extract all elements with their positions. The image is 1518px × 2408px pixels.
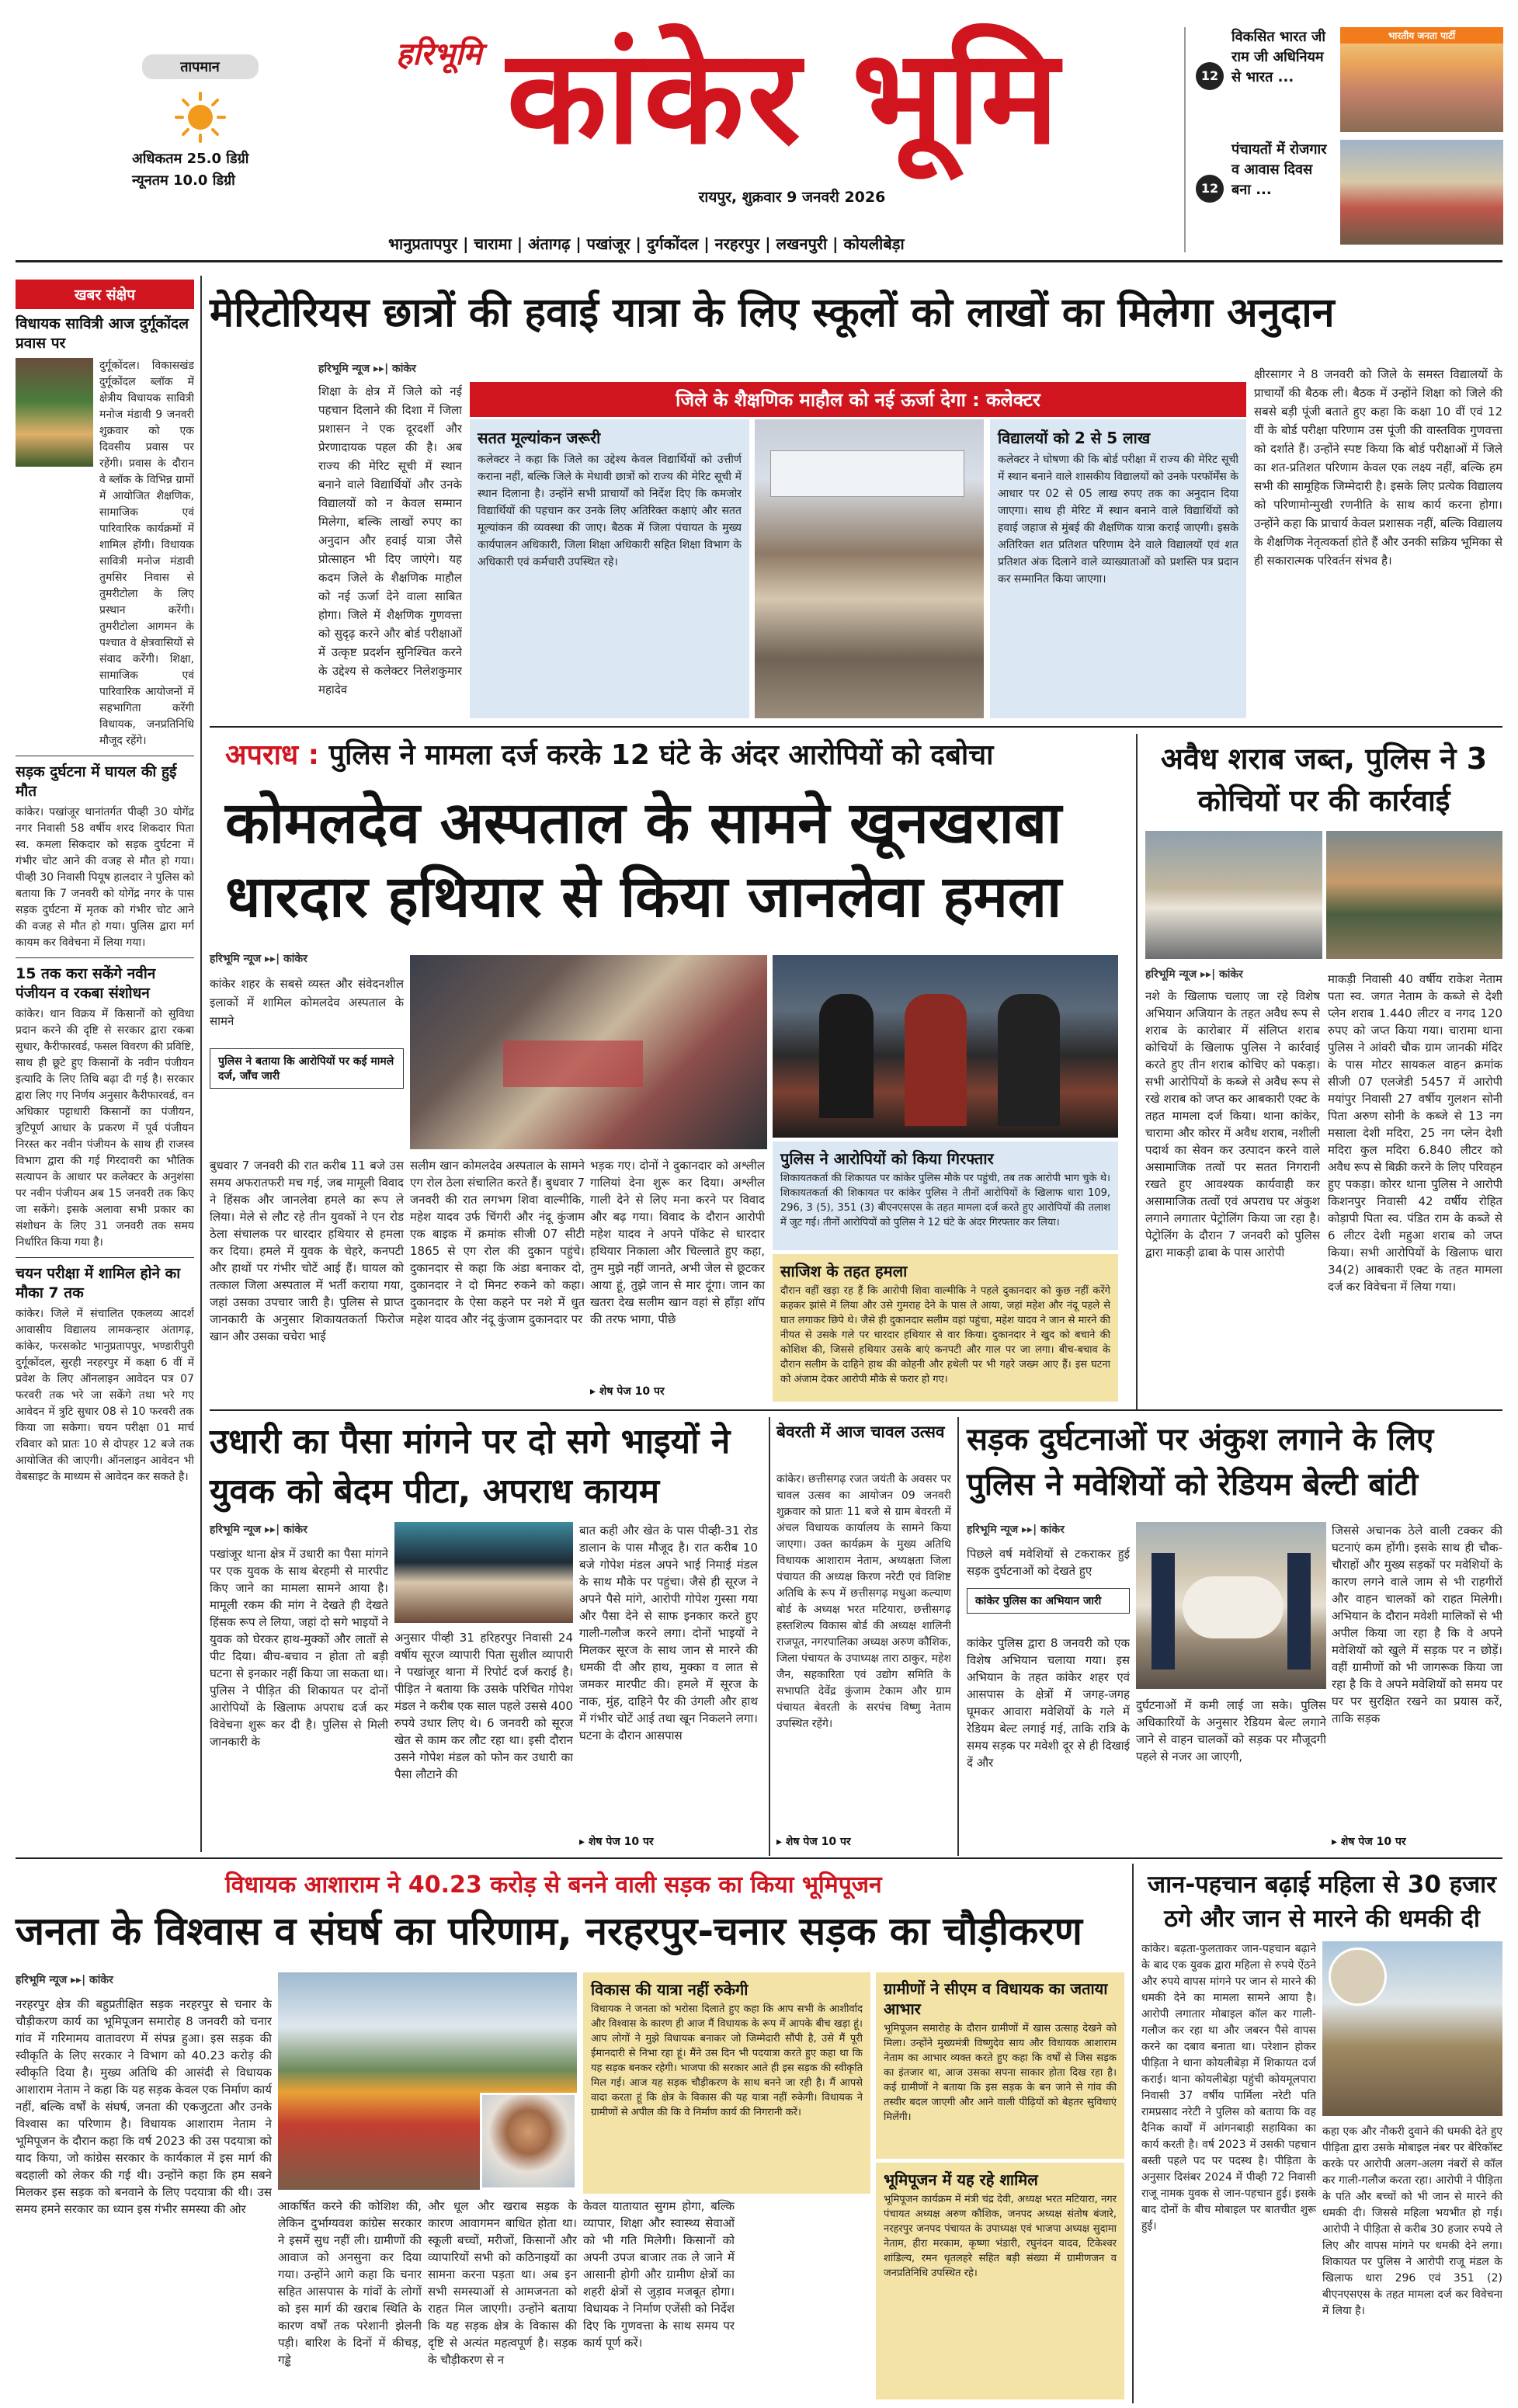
khabar-item-4-title: चयन परीक्षा में शामिल होने का मौका 7 तक [16, 1265, 181, 1301]
brand-small: हरिभूमि [396, 36, 482, 72]
road-box-3-body: भूमिपूजन कार्यक्रम में मंत्री चंद्र देवी, अध्यक्ष भरत मटियारा, नगर पंचायत अध्यक्ष अरुण कौशिक, जनपद अध्यक्ष संतोष बंजारे, नरहरपुर जनपद पंचायत के उपाध्यक्ष एवं भाजपा अध्यक्ष सुदामा नेताम, हीरा मरकाम, कृष्णा भंडारी, रघुनंदन यादव, टिकेश्वर शांडिल्य, रमन धृतलहरे सहित बड़ी संख्या में ग्रामीणजन व जनप्रतिनिधि उपस्थित रहे। [884, 2194, 1117, 2279]
radium-intro: पिछले वर्ष मवेशियों से टकराकर हुई सड़क दुर्घटनाओं को देखते हुए [967, 1547, 1130, 1578]
lead-headline: मेरिटोरियस छात्रों की हवाई यात्रा के लिए स्कूलों को लाखों का मिलेगा अनुदान [210, 290, 1335, 336]
road-headline: जनता के विश्वास व संघर्ष का परिणाम, नरहरपुर-चनार सड़क का चौड़ीकरण [16, 1909, 1082, 1954]
temp-max: अधिकतम 25.0 डिग्री [132, 151, 249, 167]
khabar-item-2-title: सड़क दुर्घटना में घायल की हुई मौत [16, 763, 177, 800]
khabar-column [16, 314, 194, 1852]
loan-headline: उधारी का पैसा मांगने पर दो सगे भाइयों ने युवक को बेदम पीटा, अपराध कायम [210, 1422, 731, 1511]
road-box-1-title: विकास की यात्रा नहीं रुकेगी [591, 1980, 749, 1999]
lead-banner: जिले के शैक्षणिक माहौल को नई ऊर्जा देगा : कलेक्टर [470, 382, 1246, 417]
road-box-3 [876, 2163, 1124, 2399]
region-bar: भानुप्रतापपुर | चारामा | अंतागढ़ | पखांजूर | दुर्गकोंदल | नरहरपुर | लखनपुरी | कोयलीबेड़ा [388, 235, 905, 253]
teaser-1-photo-caption: भारतीय जनता पार्टी [1340, 27, 1503, 43]
road-box-3-title: भूमिपूजन में यह रहे शामिल [884, 2170, 1038, 2189]
road-body-1: नरहरपुर क्षेत्र की बहुप्रतीक्षित सड़क नरहरपुर से चनार के चौड़ीकरण कार्य का भूमिपूजन समारोह 8 जनवरी को चनार गांव में गरिमामय वातावरण में संपन्न हुआ। इस सड़क की स्वीकृति के लिए सरकार ने विभाग को 40.23 करोड़ की स्वीकृति दिया है। मुख्य अतिथि की आसंदी से विधायक आशाराम नेताम ने कहा कि यह सड़क केवल एक निर्माण कार्य नहीं, बल्कि वर्षों के संघर्ष, जनता की एकजुटता और उनके विश्वास का परिणाम है। विधायक आशाराम नेताम ने भूमिपूजन के दौरान कहा कि वर्ष 2023 की उस पदयात्रा को याद किया, जो कांग्रेस सरकार के कार्यकाल में इस मार्ग की बदहाली को लेकर की गई थी। उन्होंने कहा कि हम सबने मिलकर इस सड़क को बनवाने के लिए पदयात्रा की थी। उस समय हमने सरकार का ध्यान इस गंभीर समस्या की ओर [16, 1997, 272, 2216]
khabar-item-3-body: कांकेर। धान विक्रय में किसानों को सुविधा प्रदान करने की दृष्टि से सरकार द्वारा रकबा सुधार, कैरीफारवर्ड, फसल विवरण की प्रविष्टि, साथ ही छूटे हुए किसानों के नवीन पंजीयन इत्यादि के लिए तिथि बढ़ा दी गई है। सरकार द्वारा लिए गए निर्णय अनुसार कैरीफारवर्ड, वन अधिकार पट्टाधारी किसानों का पंजीयन, त्रुटिपूर्ण आधार के प्रकरण में पूर्व पंजीयन निरस्त कर नवीन पंजीयन के साथ ही राजस्व विभाग द्वारा की गई गिरदावरी का भौतिक सत्यापन के आधार पर कलेक्टर के अनुशंसा पर नवीन पंजीयन अब 15 जनवरी तक किए जा सकेंगे। इसके अलावा सभी प्रकार का संशोधन के लिए 31 जनवरी तक समय निर्धारित किया गया है। [16, 1008, 194, 1249]
liquor-photo-1 [1145, 831, 1322, 959]
road-body-3: और धूल और खराब सड़क के कारण आवागमन बाधित होता था। स्कूली बच्चों, मरीजों, किसानों और व्यापारियों सभी को कठिनाइयों का सामना करना पड़ता था। अब इन सभी समस्याओं से आमजनता को राहत मिल जाएगी। उन्होंने बताया कि यह सड़क क्षेत्र के विकास की दृष्टि से अत्यंत महत्वपूर्ण है। सड़क के चौड़ीकरण से न [428, 2199, 577, 2367]
lead-box-1-title: सतत मूल्यांकन जरूरी [478, 429, 601, 447]
crime-kicker-label: अपराध : [225, 739, 320, 771]
loan-body-3-cont[interactable]: ▸ शेष पेज 10 पर [579, 1836, 654, 1848]
road-kicker: विधायक आशाराम ने 40.23 करोड़ से बनने वाली सड़क का किया भूमिपूजन [225, 1871, 882, 1899]
plot-title: साजिश के तहत हमला [780, 1262, 908, 1280]
crime-headline-1: कोमलदेव अस्पताल के सामने खूनखराबा [225, 790, 1062, 857]
road-body-2: आकर्षित करने की कोशिश की, लेकिन दुर्भाग्यवश कांग्रेस सरकार ने इसमें सुध नहीं ली। ग्रामीणों की आवाज को अनसुना कर दिया गया। उन्होंने आगे कहा कि चनार सहित आसपास के गांवों के लोगों को इस मार्ग की खराब स्थिति के कारण वर्षों तक परेशानी झेलनी पड़ी। बारिश के दिनों में कीचड़, गड्ढे [278, 2199, 422, 2367]
radium-body-2: दुर्घटनाओं में कमी लाई जा सके। पुलिस अधिकारियों के अनुसार रेडियम बेल्ट लगाने जाने से वाहन चालकों को सड़क पर मौजूदगी पहले से नजर आ जाएगी, [1136, 1698, 1326, 1763]
masthead-title: कांकेर भूमि [506, 21, 1062, 173]
teaser-2-photo [1340, 140, 1503, 245]
teaser-2[interactable] [1196, 140, 1506, 248]
crime-body-2: सलीम खान कोमलदेव अस्पताल के सामने एग रोल ठेला संचालित करते हैं। बुधवार 7 जनवरी की रात लगभग शिवा वाल्मीकि, महेश यादव उर्फ चिंगरी और नंदू कुंजाम एक बाइक में क्रमांक सीजी 07 सीटी 1865 से एग रोल की दुकान पहुंचे। दुकानदार से कहा कि अंडा बनाकर दो, दुकानदार ने दो मिनट रुकने को कहा। दुकानदार के ऐसा कहने पर नशे में धुत महेश यादव और नंदू कुंजाम दुकानदार पर [410, 1159, 585, 1326]
beverti-body: कांकेर। छत्तीसगढ़ रजत जयंती के अवसर पर चावल उत्सव का आयोजन 09 जनवरी शुक्रवार को प्रातः 11 बजे से ग्राम बेवरती में अंचल विधायक कार्यालय के सामने किया जाएगा। उक्त कार्यक्रम के मुख्य अतिथि विधायक आशाराम नेताम, अध्यक्षता जिला पंचायत की अध्यक्ष किरण नरेटी एवं विशिष्ट अतिथि के रूप में छत्तीसगढ़ मधुआ कल्याण बोर्ड के अध्यक्ष भरत मटियारा, छत्तीसगढ़ हस्तशिल्प विकास बोर्ड की अध्यक्ष शालिनी राजपूत, नगरपालिका अध्यक्ष अरुण कौशिक, जिला पंचायत के उपाध्यक्ष तारा ठाकुर, महेश जैन, सहकारिता एवं उद्योग समिति के सभापति देवेंद्र कुंजाम टेकाम और ग्राम पंचायत बेवरती के सरपंच विष्णु नेताम उपस्थित रहेंगे। [776, 1473, 951, 1730]
teaser-2-text: पंचायतों में रोजगार व आवास दिवस बना ... [1231, 141, 1327, 198]
lead-photo-meeting [755, 419, 984, 718]
mla-portrait [16, 358, 93, 467]
khabar-item-2-body: कांकेर। पखांजूर थानांतर्गत पीव्ही 30 योगेंद्र नगर निवासी 58 वर्षीय शरद शिकदार पिता स्व. कमला सिकदार को सड़क दुर्घटना में गंभीर चोट आने की वजह से मौत हो गया। पीव्ही 30 निवासी पियूष हालदार ने पुलिस को बताया कि 7 जनवरी को योगेंद्र नगर के पास सड़क दुर्घटना में मृतक को गंभीर चोट आने की वजह से मौत हो गया। पुलिस द्वारा मर्ग कायम कर विवेचना में लिया गया। [16, 806, 194, 949]
loan-byline: हरिभूमि न्यूज ▸▸| कांकेर [210, 1524, 307, 1536]
liquor-body-2: माकड़ी निवासी 40 वर्षीय राकेश नेताम पता स्व. जगत नेताम के कब्जे से देशी प्लेन शराब 1.440 लीटर व नगद 120 रुपए को जप्त किया गया। चारामा थाना पुलिस ने आंवरी चौक ग्राम जानकी मंदिर के पास मोटर सायकल वाहन क्रमांक सीजी 07 एलजेडी 5457 में आरोपी मयांपुर निवासी 27 वर्षीय गुलशन सोनी पिता अरुण सोनी के कब्जे से 13 नग मसाला देशी मदिरा, 25 नग प्लेन देशी मदिरा कुल मदिरा 6.840 लीटर को अवैध रूप से बिक्री करने के लिए परिवहन हुए पकड़ा। कोरर थाना पुलिस ने आरोपी किशनपुर निवासी 42 वर्षीय रोहित कोड़ापी पिता स्व. पंडित राम के कब्जे से 6 लीटर देशी महुआ शराब को जप्त किया। सभी आरोपियों के खिलाफ धारा 34(2) आबकारी एक्ट के तहत मामला दर्ज कर विवेचना में लिया गया। [1328, 972, 1502, 1294]
radium-headline: सड़क दुर्घटनाओं पर अंकुश लगाने के लिए पुलिस ने मवेशियों को रेडियम बेल्टी बांटी [967, 1422, 1434, 1503]
loan-photo-victim [394, 1522, 573, 1623]
crime-photo-hospital [410, 955, 767, 1149]
loan-body-2: अनुसार पीव्ही 31 हरिहरपुर निवासी 24 वर्षीय सूरज व्यापारी पिता सुशील व्यापारी ने पखांजूर थाना में रिपोर्ट दर्ज कराई है। पीड़ित ने बताया कि उसके परिचित गोपेश मंडल ने करीब एक साल पहले उससे 400 रुपये उधार लिए थे। 6 जनवरी को सूरज खेत से काम कर लौट रहा था। इसी दौरान उसने गोपेश मंडल को फोन कर उधारी का पैसा लौटाने की [394, 1631, 573, 1781]
road-box-2-body: भूमिपूजन समारोह के दौरान ग्रामीणों में खास उत्साह देखने को मिला। उन्होंने मुख्यमंत्री विष्णुदेव साय और विधायक आशाराम नेताम का आभार व्यक्त करते हुए कहा कि वर्षों से जिस सड़क का इंतजार था, आज उसका सपना साकार होता दिख रहा है। कई ग्रामीणों ने बताया कि इस सड़क के बन जाने से गांव की तस्वीर बदल जाएगी और आने वाली पीढ़ियों को बेहतर सुविधाएं मिलेंगी। [884, 2023, 1117, 2123]
crime-body-3: भड़क गए। दोनों ने दुकानदार को अश्लील गालियां देना शुरू कर दिया। अश्लील गाली देने से लिए मना करने पर विवाद और बढ़ गया। विवाद के दौरान आरोपी महेश यादव ने अपने पॉकेट से धारदार हथियार निकाला और चिल्लाते हुए कहा, तुम मुझे नहीं जानते, अभी जेल से छूटकर आया हूं, तुझे जान से मार दूंगा। जान का खतरा देख सलीम खान वहां से हाँड़ा शॉप की तरफ भागा, पीछे [590, 1159, 765, 1326]
liquor-headline: अवैध शराब जब्त, पुलिस ने 3 कोचियों पर की कार्रवाई [1160, 742, 1488, 818]
crime-points: पुलिस ने बताया कि आरोपियों पर कई मामले दर्ज, जाँच जारी [210, 1048, 404, 1089]
radium-body-3-cont[interactable]: ▸ शेष पेज 10 पर [1332, 1836, 1406, 1848]
road-box-1 [583, 1972, 870, 2194]
radium-points: कांकेर पुलिस का अभियान जारी [967, 1588, 1130, 1614]
sun-icon [173, 90, 228, 144]
dateline: रायपुर, शुक्रवार 9 जनवरी 2026 [698, 189, 886, 206]
teaser-1-text: विकसित भारत जी राम जी अधिनियम से भारत ... [1231, 29, 1326, 85]
beverti-title: बेवरती में आज चावल उत्सव [776, 1423, 945, 1441]
road-photo-mla [480, 2093, 577, 2190]
teaser-1[interactable] [1196, 27, 1506, 136]
liquor-photo-2 [1326, 831, 1502, 959]
fraud-body-2: कहा एक और नौकरी दुवाने की धमकी देते हुए पीड़िता द्वारा उसके मोबाइल नंबर पर बेरिकॉस्ट करके पर आरोपी अलग-अलग नंबरों से कॉल कर गाली-गलौज करता रहा। आरोपी ने पीड़िता के पति और बच्चों को भी जान से मारने की धमकी दी। जिससे महिला भयभीत हो गई। आरोपी ने पीड़िता से करीब 30 हजार रुपये ले लिए और वापस मांगने पर धमकी देने लगा। शिकायत पर पुलिस ने आरोपी राजू मंडल के खिलाफ धारा 296 एवं 351 (2) बीएनएसएस के तहत मामला दर्ज कर विवेचना में लिया है। [1322, 2125, 1502, 2317]
khabar-item-4-body: कांकेर। जिले में संचालित एकलव्य आदर्श आवासीय विद्यालय लामकन्हार अंतागढ़, कांकेर, फरसकोट भानुप्रतापपुर, भण्डारीपुरी दुर्गूकोंदल, सुरही नरहरपुर में कक्षा 6 वीं में प्रवेश के लिए ऑनलाइन आवेदन पत्र 07 फरवरी तक भरे जा सकेंगे तथा भरे गए आवेदन में त्रुटि सुधार 08 से 10 फरवरी तक किया जा सकेगा। चयन परीक्षा 01 मार्च रविवार को प्रातः 10 से दोपहर 12 बजे तक आयोजित की जाएगी। ऑनलाइन आवेदन भी वेबसाइट के माध्यम से आवेदन कर सकते है। [16, 1308, 194, 1483]
khabar-item-3-title: 15 तक करा सकेंगे नवीन पंजीयन व रकबा संशोधन [16, 965, 156, 1002]
radium-body-1: कांकेर पुलिस द्वारा 8 जनवरी को एक विशेष अभियान चलाया गया। इस अभियान के तहत कांकेर शहर एवं आसपास के क्षेत्रों में जगह-जगह घूमकर आवारा मवेशियों के गले में रेडियम बेल्ट लगाई गई, ताकि रात्रि के समय सड़क पर मवेशी दूर से ही दिखाई दें और [967, 1636, 1130, 1770]
road-body-4: केवल यातायात सुगम होगा, बल्कि व्यापार, शिक्षा और स्वास्थ्य सेवाओं को भी गति मिलेगी। किसानों को अपनी उपज बाजार तक ले जाने में आसानी होगी और ग्रामीण क्षेत्रों का शहरी क्षेत्रों से जुड़ाव मजबूत होगा। विधायक ने निर्माण एजेंसी को निर्देश दिए कि गुणवत्ता के साथ समय पर कार्य पूर्ण करें। [583, 2199, 735, 2350]
liquor-body-1: नशे के खिलाफ चलाए जा रहे विशेष अभियान अजियान के तहत अवैध रूप से शराब के कारोबार में संलिप्त शराब कोचियों के खिलाफ पुलिस ने कार्रवाई करते हुए तीन शराब कोचिए को पकड़ा। सभी आरोपियों के कब्जे से अवैध रूप से रखे शराब को जप्त कर आबकारी एक्ट के तहत मामला दर्ज किया। थाना कांकेर, चारामा और कोरर में अवैध शराब, नशीली पदार्थ का सेवन कर उत्पादन करने वाले असामाजिक तत्वों पर सतत निगरानी रखते हुए आवश्यक कार्यवाही कर असामाजिक तत्वों एवं अपराध पर अंकुश लगाने लगातार पेट्रोलिंग किया जा रहा है। पेट्रोलिंग के दौरान 7 जनवरी को पुलिस द्वारा माकड़ी ढाबा के पास आरोपी [1145, 989, 1320, 1260]
khabar-item-1-title: विधायक सावित्री आज दुर्गूकोंदल प्रवास पर [16, 315, 189, 352]
road-box-2-title: ग्रामीणों ने सीएम व विधायक का जताया आभार [884, 1979, 1108, 2018]
crime-intro: कांकेर शहर के सबसे व्यस्त और संवेदनशील इलाकों में शामिल कोमलदेव अस्पताल के सामने [210, 977, 404, 1028]
teaser-2-page: 12 [1196, 175, 1224, 203]
lead-box-2-title: विद्यालयों को 2 से 5 लाख [998, 429, 1151, 447]
crime-body-3-cont[interactable]: ▸ शेष पेज 10 पर [590, 1385, 665, 1398]
khabar-item-1-body: दुर्गूकोंदल। विकासखंड दुर्गूकोंदल ब्लॉक में क्षेत्रीय विधायक सावित्री मनोज मंडावी 9 जनवरी शुक्रवार को एक दिवसीय प्रवास पर रहेंगी। प्रवास के दौरान वे ब्लॉक के विभिन्न ग्रामों में आयोजित शैक्षणिक, सामाजिक एवं पारिवारिक कार्यक्रमों में शामिल होंगी। विधायक सावित्री मनोज मंडावी तुमसिर निवास से तुमरीटोला के लिए प्रस्थान करेंगी। तुमरीटोला आगमन के पश्चात वे क्षेत्रवासियों से संवाद करेंगी। शिक्षा, सामाजिक एवं पारिवारिक आयोजनों में सहभागिता करेंगी विधायक, जनप्रतिनिधि मौजूद रहेंगे। [99, 360, 194, 747]
crime-kicker: पुलिस ने मामला दर्ज करके 12 घंटे के अंदर आरोपियों को दबोचा [328, 739, 994, 771]
plot-box [773, 1254, 1118, 1402]
crime-byline: हरिभूमि न्यूज ▸▸| कांकेर [210, 953, 307, 965]
loan-body-1: पखांजूर थाना क्षेत्र में उधारी का पैसा मांगने पर एक युवक के साथ बेरहमी से मारपीट किए जाने का मामला सामने आया है। मामूली रकम की मांग ने देखते ही देखते हिंसक रूप ले लिया, जहां दो सगे भाइयों ने युवक को घेरकर हाथ-मुक्कों और लातों से पीट दिया। बीच-बचाव न होता तो बड़ी घटना से इनकार नहीं किया जा सकता था। पुलिस ने पीड़ित की शिकायत पर दोनों आरोपियों के खिलाफ अपराध दर्ज कर विवेचना शुरू कर दी है। पुलिस से मिली जानकारी के [210, 1547, 388, 1749]
khabar-label: खबर संक्षेप [16, 280, 194, 309]
plot-body: दौरान वहीं खड़ा रह हैं कि आरोपी शिवा वाल्मीकि ने पहले दुकानदार को कुछ नहीं करेंगे कहकर झांसे में लिया और उसे गुमराह देने के पास ले आया, जहां महेश और नंदू पहले से घात लगाकर छिपे थे। जैसे ही दुकानदार सलीम वहां पहुंचा, महेश यादव ने जान से मारने की नीयत से उसके गले पर धारदार हथियार से वार किया। दुकानदार ने खुद को बचाने की कोशिश की, जिससे हथियार उसके बाएं कनपटी और गाल पर जा लगा। बीच-बचाव के दौरान सलीम के दाहिने हाथ की कोहनी और हथेली पर भी गहरे जख्म आए हैं। इस घटना को अंजाम देकर आरोपी मौके से फरार हो गए। [780, 1285, 1110, 1385]
lead-body-left: शिक्षा के क्षेत्र में जिले को नई पहचान दिलाने की दिशा में जिला प्रशासन ने एक दूरदर्शी और प्रेरणादायक पहल की है। अब राज्य की मेरिट सूची में स्थान बनाने वाले विद्यार्थियों और उनके विद्यालयों को न केवल सम्मान मिलेगा, बल्कि लाखों रुपए का अनुदान और हवाई यात्रा जैसे प्रोत्साहन भी दिए जाएंगे। यह कदम जिले के शैक्षणिक माहौल को नई ऊर्जा देने वाला साबित होगा। जिले में शैक्षणिक गुणवत्ता को सुदृढ़ करने और बोर्ड परीक्षाओं में उत्कृष्ट प्रदर्शन सुनिश्चित करने के उद्देश्य से कलेक्टर निलेशकुमार महादेव [318, 384, 462, 697]
crime-photo-accused [773, 955, 1118, 1138]
radium-photo-cattle [1136, 1522, 1326, 1689]
lead-box-1-body: कलेक्टर ने कहा कि जिले का उद्देश्य केवल विद्यार्थियों को उत्तीर्ण कराना नहीं, बल्कि जिले के मेधावी छात्रों को राज्य की मेरिट सूची में स्थान दिलाना है। उन्होंने सभी प्राचार्यों को निर्देश दिए कि कमजोर विद्यार्थियों की पहचान कर उनके लिए अतिरिक्त कक्षाएं और सतत मूल्यांकन की व्यवस्था की जाए। बैठक में जिला पंचायत के मुख्य कार्यपालन अधिकारी, जिला शिक्षा अधिकारी सहित शिक्षा विभाग के अधिकारी एवं कर्मचारी उपस्थित रहे। [478, 453, 742, 568]
road-box-1-body: विधायक ने जनता को भरोसा दिलाते हुए कहा कि आप सभी के आशीर्वाद और विश्वास के कारण ही आज मैं विधायक के रूप में आपके बीच खड़ा हूं। आप लोगों ने मुझे विधायक बनाकर जो जिम्मेदारी सौंपी है, उसे मैं पूरी ईमानदारी से निभा रहा हूं। मैंने उस दिन भी पदयात्रा करते हुए कहा था कि यह सड़क बनकर रहेगी। भाजपा की सरकार आते ही इस सड़क की स्वीकृति मिल गई। आज यह सड़क चौड़ीकरण के साथ बनने जा रही है। मैं आपसे वादा करता हूं कि क्षेत्र के विकास की यह यात्रा नहीं रुकेगी। विधायक ने ग्रामीणों से अपील की कि वे निर्माण कार्य की निगरानी करें। [591, 2003, 863, 2118]
lead-box-1 [470, 419, 749, 718]
teaser-1-photo [1340, 27, 1503, 132]
crime-body-1: बुधवार 7 जनवरी की रात करीब 11 बजे उस समय अफरातफरी मच गई, जब मामूली विवाद ने हिंसक और जानलेवा हमले का रूप ले लिया। मेले से लौट रहे तीन युवकों ने एन रोड ठेला संचालक पर धारदार हथियार से हमला कर दिया। हमले में युवक के चेहरे, कनपटी और हाथों पर गंभीर चोटें आई हैं। घायल को तत्काल जिला अस्पताल में भर्ती कराया गया, जहां उसका उपचार जारी है। पुलिस से प्राप्त जानकारी के अनुसार शिकायतकर्ता फिरोज खान और उसका चचेरा भाई [210, 1159, 404, 1343]
teaser-1-page: 12 [1196, 62, 1224, 90]
fraud-photo [1322, 1941, 1502, 2116]
loan-body-3: बात कही और खेत के पास पीव्ही-31 रोड डालान के पास मौजूद है। रात करीब 10 बजे गोपेश मंडल अपने भाई निमाई मंडल के साथ मौके पर पहुंचा। जैसे ही सूरज ने अपने पैसे मांगे, आरोपी गोपेश गुस्सा गया और पैसा देने से साफ इनकार करते हुए गाली-गलौज करने लगा। दोनों भाइयों ने मिलकर सूरज के साथ जान से मारने की धमकी दी और हाथ, मुक्का व लात से जमकर मारपीट की। हमले में सूरज के नाक, मुंह, दाहिने पैर की उंगली और हाथ में गंभीर चोटें आई तथा खून निकलने लगा। घटना के दौरान आसपास [579, 1524, 758, 1743]
fraud-headline: जान-पहचान बढ़ाई महिला से 30 हजार ठगे और जान से मारने की धमकी दी [1148, 1871, 1496, 1933]
crime-kicker-wrap [225, 738, 1134, 773]
weather-box [109, 54, 291, 189]
radium-byline: हरिभूमि न्यूज ▸▸| कांकेर [967, 1524, 1065, 1536]
fraud-body-1: कांकेर। बढ़ता-फुलताकर जान-पहचान बढ़ाने के बाद एक युवक द्वारा महिला से रुपये ऐंठने और रुपये वापस मांगने पर जान से मारने की धमकी देने का मामला सामने आया है। आरोपी लगातार मोबाइल कॉल कर गाली-गलौज कर रहा था और जबरन पैसे वापस करने का दबाव बनाता था। परेशान होकर पीड़िता ने थाना कोयलीबेड़ा में शिकायत दर्ज कराई। थाना कोयलीबेड़ा पहुंची कोयमूलपारा निवासी 37 वर्षीय पार्मिला नरेटी पति रामप्रसाद नरेटी ने पुलिस को बताया कि वह दैनिक कार्यों में आंगनबाड़ी सहायिका का कार्य करती है। वर्ष 2023 में उसकी पहचान बस्ती पहले पद पर पदस्थ है। पीड़िता के अनुसार दिसंबर 2024 में पीव्ही 72 निवासी राजू नामक युवक से जान-पहचान हुई। इसके बाद दोनों के बीच मोबाइल पर बातचीत शुरू हुई। [1141, 1943, 1316, 2233]
temp-min: न्यूनतम 10.0 डिग्री [132, 172, 235, 189]
road-box-2 [876, 1972, 1124, 2159]
weather-label: तापमान [142, 54, 259, 79]
radium-body-3: जिससे अचानक ठेले वाली टक्कर की घटनाएं कम होंगी। इसके साथ ही चौक-चौराहों और मुख्य सड़कों पर मवेशियों के कारण लगने वाले जाम से भी राहगीरों और वाहन चालकों को राहत मिलेगी। अभियान के दौरान मवेशी मालिकों से भी अपील किया जा रहा है कि वे अपने मवेशियों को खुले में सड़क पर न छोड़ें। वहीं ग्रामीणों को भी जागरूक किया जा रहा है कि वे अपने मवेशियों को समय पर घर पर सुरक्षित रखने का प्रयास करें, ताकि सड़क [1332, 1524, 1502, 1725]
arrest-title: पुलिस ने आरोपियों को किया गिरफ्तार [780, 1149, 994, 1168]
lead-box-2 [990, 419, 1246, 718]
liquor-byline: हरिभूमि न्यूज ▸▸| कांकेर [1145, 968, 1243, 981]
lead-box-2-body: कलेक्टर ने घोषणा की कि बोर्ड परीक्षा में राज्य की मेरिट सूची में स्थान बनाने वाले शासकीय विद्यालयों को उनके परफॉर्मेंस के आधार पर 02 से 05 लाख रुपए तक का अनुदान दिया जाएगा। साथ ही मेरिट में स्थान बनाने वाले विद्यार्थियों को हवाई जहाज से मुंबई की शैक्षणिक यात्रा कराई जाएगी। इसके अतिरिक्त शत प्रतिशत परिणाम देने वाले विद्यालयों एवं शत प्रतिशत अंक दिलाने वाले व्याख्याताओं को प्रशस्ति पत्र प्रदान कर सम्मानित किया जाएगा। [998, 453, 1238, 585]
arrest-box [773, 1141, 1118, 1250]
beverti-cont[interactable]: ▸ शेष पेज 10 पर [776, 1836, 851, 1848]
arrest-body: शिकायतकर्ता की शिकायत पर कांकेर पुलिस मौके पर पहुंची, तब तक आरोपी भाग चुके थे। शिकायतकर्ता की शिकायत पर कांकेर पुलिस ने तीनों आरोपियों के खिलाफ धारा 109, 296, 3 (5), 351 (3) बीएनएसएस के तहत मामला दर्ज करते हुए आरोपियों की तलाश में जुट गई। तीनों आरोपियों को पुलिस ने 12 घंटे के अंदर गिरफ्तार कर लिया। [780, 1173, 1110, 1228]
road-byline: हरिभूमि न्यूज ▸▸| कांकेर [16, 1974, 113, 1986]
lead-byline: हरिभूमि न्यूज ▸▸| कांकेर [318, 363, 416, 375]
crime-headline-2: धारदार हथियार से किया जानलेवा हमला [225, 863, 1062, 930]
lead-body-right: क्षीरसागर ने 8 जनवरी को जिले के समस्त विद्यालयों के प्राचार्यों की बैठक ली। बैठक में उन्होंने शिक्षा को जिले की सबसे बड़ी पूंजी बताते हुए कहा कि कक्षा 10 वीं एवं 12 वीं के बोर्ड परीक्षा परिणाम उस पूंजी की वास्तविक गुणवत्ता को दर्शाते हैं। उन्होंने स्पष्ट किया कि बोर्ड परीक्षाओं में जिले का शत-प्रतिशत परिणाम केवल एक लक्ष्य नहीं, बल्कि हम सभी की सामूहिक जिम्मेदारी है। इसके लिए प्रत्येक विद्यालय को परिणामोन्मुखी रणनीति के साथ कार्य करना होगा। उन्होंने कहा कि प्राचार्य केवल प्रशासक नहीं, बल्कि विद्यालय के शैक्षणिक नेतृत्वकर्ता होते हैं और उनकी सक्रिय भूमिका से ही सकारात्मक परिवर्तन संभव है। [1254, 367, 1502, 568]
